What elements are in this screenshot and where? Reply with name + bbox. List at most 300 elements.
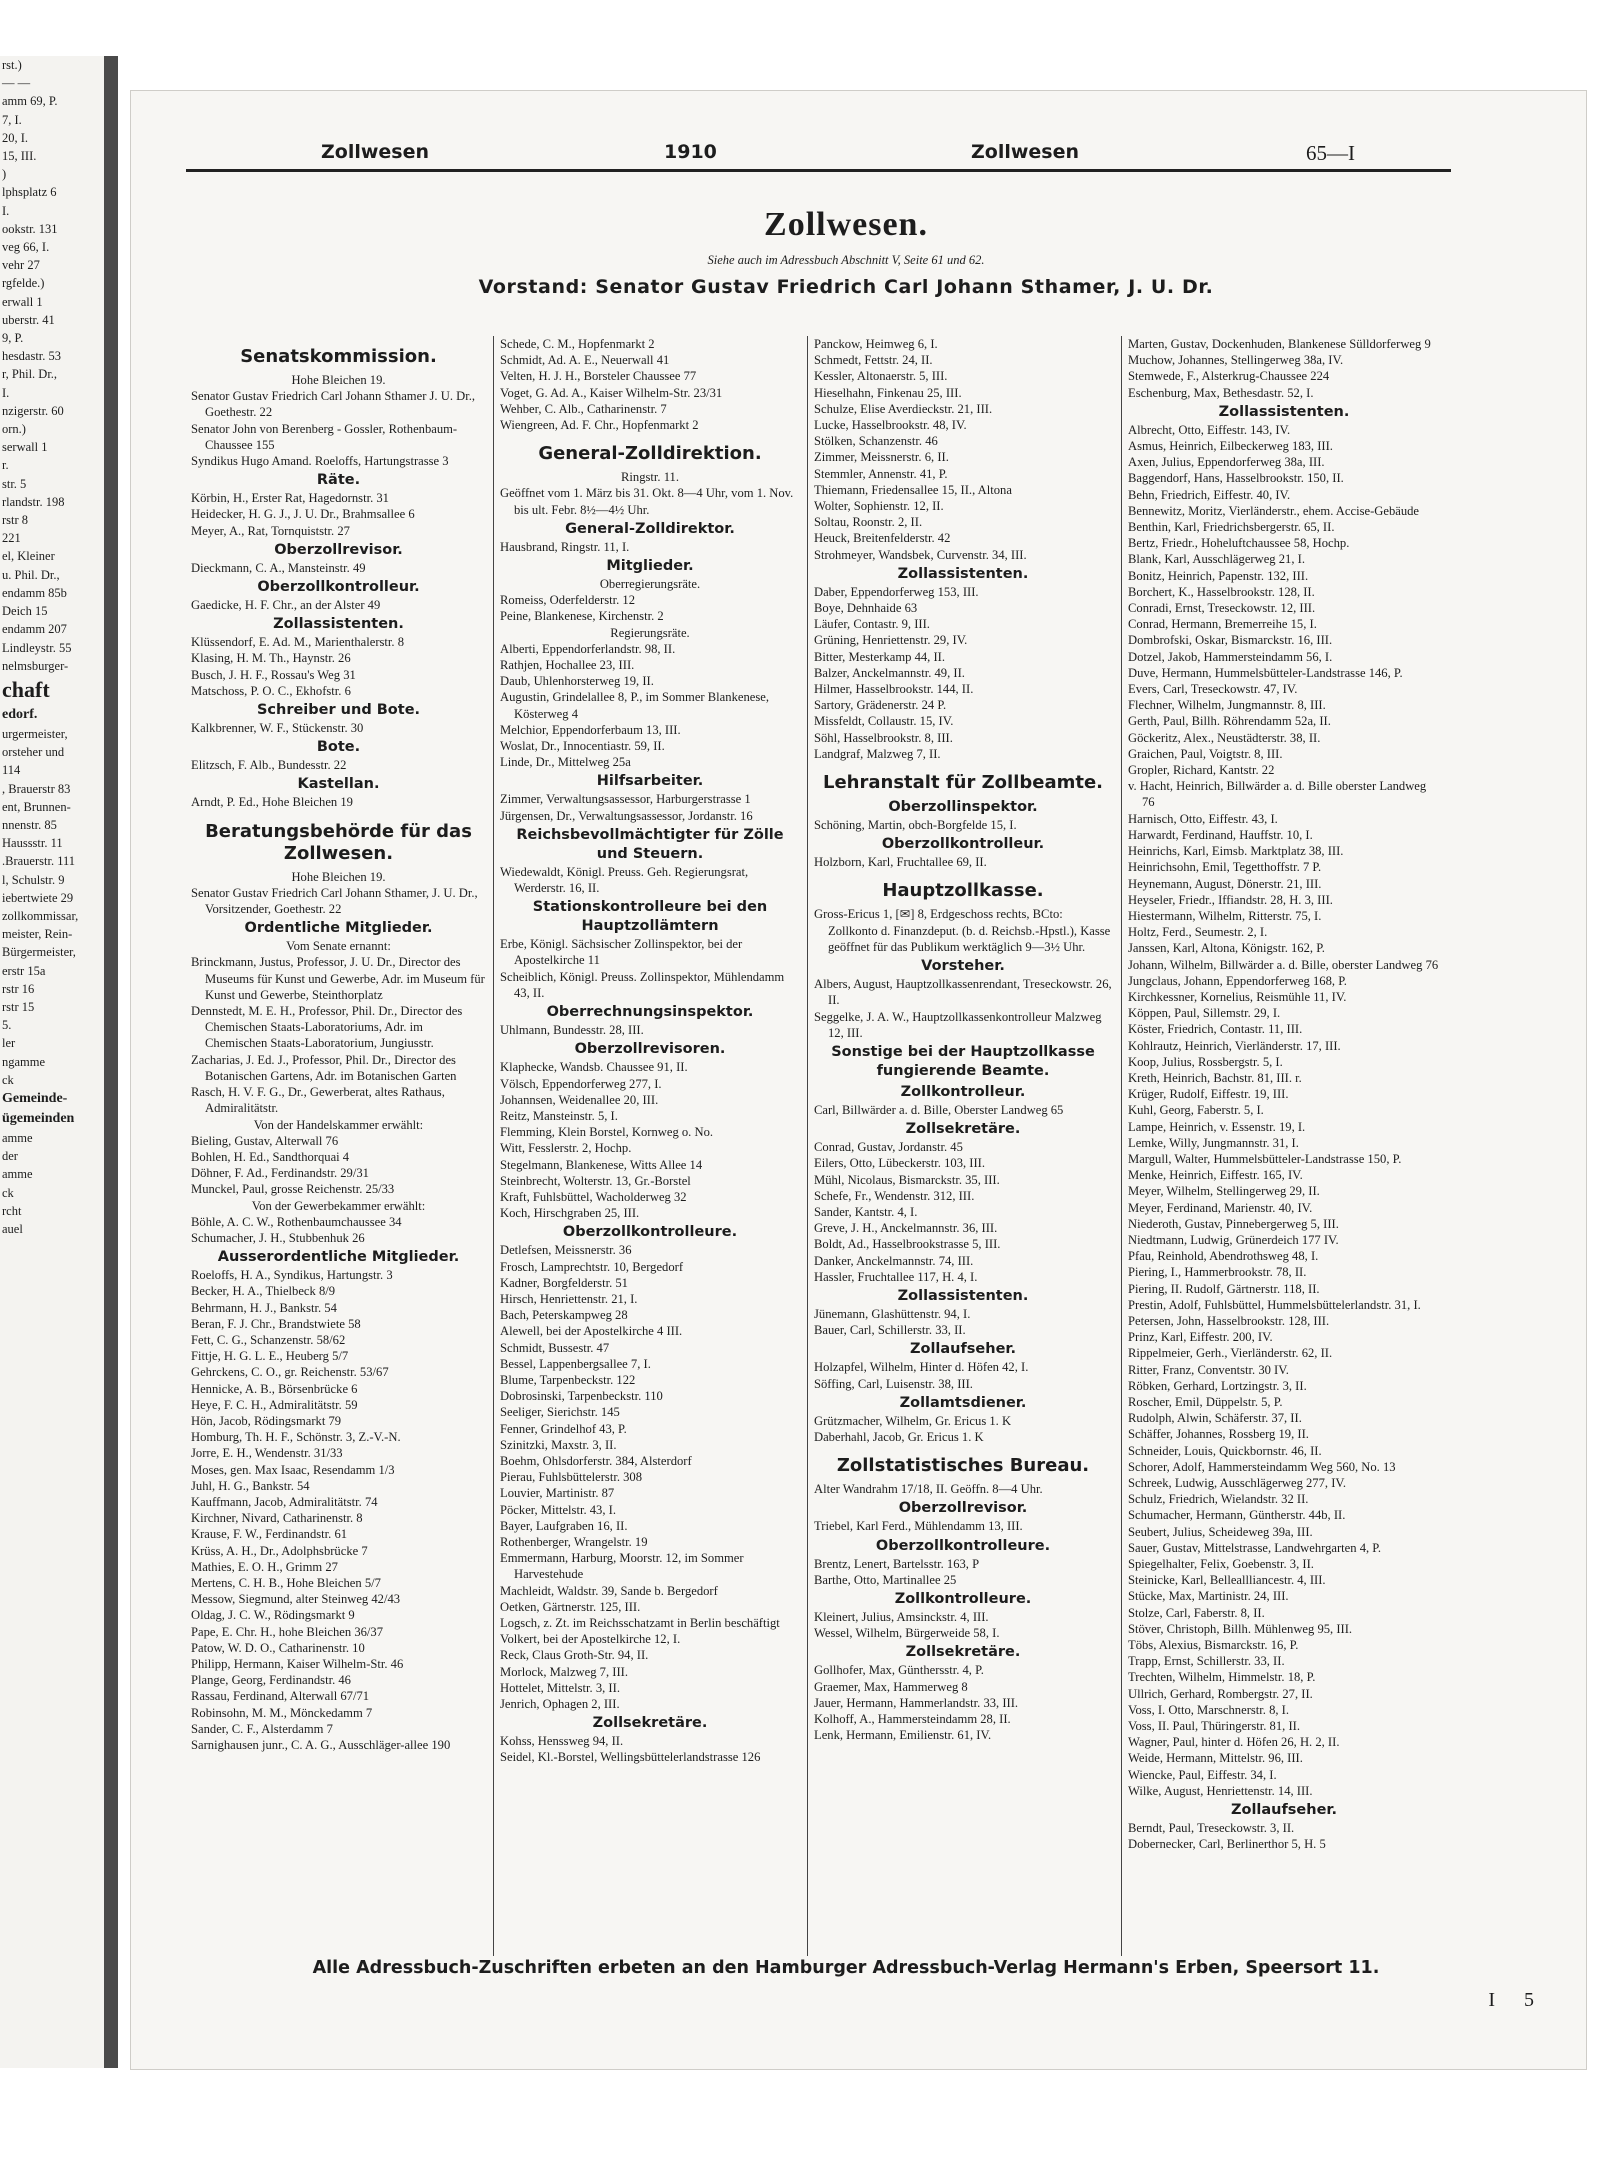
directory-entry: Senator Gustav Friedrich Carl Johann Sthamer J. U. Dr., Goethestr. 22 [191, 389, 476, 420]
directory-entry: Asmus, Heinrich, Eilbeckerweg 183, III. [1128, 439, 1333, 454]
directory-entry: Jungclaus, Johann, Eppendorferweg 168, P. [1128, 973, 1347, 988]
margin-fragment: ck [2, 1072, 14, 1087]
subsection-heading: Ausserordentliche Mitglieder. [217, 1249, 460, 1266]
directory-entry: Sander, Kantstr. 4, I. [814, 1204, 918, 1219]
directory-entry: Behn, Friedrich, Eiffestr. 40, IV. [1128, 487, 1291, 502]
directory-entry: Stölken, Schanzenstr. 46 [814, 434, 938, 449]
running-header-year: 1910 [664, 141, 717, 163]
directory-entry: Bonitz, Heinrich, Papenstr. 132, III. [1128, 568, 1309, 583]
directory-entry: Dombrofski, Oskar, Bismarckstr. 16, III. [1128, 633, 1333, 648]
margin-fragment: 114 [2, 763, 21, 778]
directory-entry: Krause, F. W., Ferdinandstr. 61 [191, 1527, 348, 1542]
directory-entry: Körbin, H., Erster Rat, Hagedornstr. 31 [191, 491, 389, 506]
directory-entry: Jenrich, Ophagen 2, III. [500, 1697, 620, 1712]
margin-fragment: 221 [2, 531, 21, 546]
directory-entry: Göckeritz, Alex., Neustädterstr. 38, II. [1128, 730, 1321, 745]
directory-entry: Kuhl, Georg, Faberstr. 5, I. [1128, 1103, 1264, 1118]
directory-entry: Grützmacher, Wilhelm, Gr. Ericus 1. K [814, 1413, 1012, 1428]
directory-entry: Uhlmann, Bundesstr. 28, III. [500, 1023, 644, 1038]
directory-entry: Strohmeyer, Wandsbek, Curvenstr. 34, III. [814, 547, 1027, 562]
directory-entry: Stolze, Carl, Faberstr. 8, II. [1128, 1605, 1265, 1620]
directory-entry: Blank, Karl, Ausschlägerweg 21, I. [1128, 552, 1305, 567]
subsection-heading: Oberzollkontrolleure. [875, 1537, 1051, 1554]
directory-entry: Graemer, Max, Hammerweg 8 [814, 1679, 968, 1694]
subsection-heading: Zollsekretäre. [592, 1715, 708, 1732]
section-note: Oberregierungsräte. [599, 577, 701, 592]
section-note: Ringstr. 11. [621, 470, 679, 485]
directory-entry: Conradi, Ernst, Treseckowstr. 12, III. [1128, 601, 1316, 616]
directory-entry: Geöffnet vom 1. März bis 31. Okt. 8—4 Uhr, vom 1. Nov. bis ult. Febr. 8½—4½ Uhr. [500, 486, 794, 517]
section-title: Zollwesen. [764, 206, 928, 243]
directory-entry: Fenner, Grindelhof 43, P. [500, 1421, 627, 1436]
directory-entry: v. Hacht, Heinrich, Billwärder a. d. Bille oberster Landweg 76 [1128, 779, 1427, 810]
margin-fragment: iebertwiete 29 [2, 890, 74, 905]
margin-fragment: nzigerstr. 60 [2, 403, 64, 418]
directory-entry: Marten, Gustav, Dockenhuden, Blankenese Sülldorferweg 9 [1128, 337, 1431, 351]
directory-entry: Gollhofer, Max, Günthersstr. 4, P. [814, 1663, 984, 1678]
directory-entry: Eschenburg, Max, Bethesdastr. 52, I. [1128, 385, 1314, 400]
directory-entry: Bitter, Mesterkamp 44, II. [814, 649, 945, 664]
margin-fragment: erwall 1 [2, 294, 43, 309]
page-number: 65—I [1306, 141, 1355, 165]
directory-entry: Senator Gustav Friedrich Carl Johann Sthamer, J. U. Dr., Vorsitzender, Goethestr. 22 [191, 885, 478, 917]
margin-fragment: r, Phil. Dr., [2, 367, 58, 382]
directory-entry: Roscher, Emil, Düppelstr. 5, P. [1128, 1395, 1283, 1409]
directory-entry: Holtz, Ferd., Seumestr. 2, I. [1128, 925, 1268, 940]
directory-entry: Elitzsch, F. Alb., Bundesstr. 22 [191, 758, 347, 773]
directory-entry: Volkert, bei der Apostelkirche 12, I. [500, 1632, 681, 1647]
directory-entry: Piering, I., Hammerbrookstr. 78, II. [1128, 1265, 1307, 1280]
directory-entry: Fittje, H. G. L. E., Heuberg 5/7 [191, 1349, 349, 1364]
directory-entry: Kirchner, Nivard, Catharinenstr. 8 [191, 1511, 363, 1526]
directory-entry: Dieckmann, C. A., Mansteinstr. 49 [191, 560, 366, 575]
directory-entry: Heidecker, H. G. J., J. U. Dr., Brahmsallee 6 [191, 507, 415, 522]
subsection-heading: Zollassistenten. [273, 616, 404, 633]
directory-entry: Dennstedt, M. E. H., Professor, Phil. Dr., Director des Chemischen Staats-Laboratoriums, Adr. im Chemischen Staats-Laboratorium, Jungiusstr. [191, 1004, 463, 1051]
directory-entry: Bieling, Gustav, Alterwall 76 [191, 1133, 339, 1148]
directory-entry: Dobernecker, Carl, Berlinerthor 5, H. 5 [1128, 1837, 1326, 1852]
directory-entry: Rudolph, Alwin, Schäferstr. 37, II. [1128, 1411, 1302, 1426]
subsection-heading: Zollassistenten. [1218, 403, 1350, 420]
directory-entry: Hassler, Fruchtallee 117, H. 4, I. [814, 1269, 978, 1284]
margin-fragment: erstr 15a [2, 963, 46, 978]
margin-fragment: 5. [2, 1018, 12, 1033]
directory-entry: Szinitzki, Maxstr. 3, II. [500, 1437, 617, 1452]
subsection-heading: Zollamtsdiener. [899, 1394, 1027, 1411]
margin-fragment: ügemeinden [2, 1110, 75, 1126]
directory-entry: Balzer, Anckelmannstr. 49, II. [814, 665, 965, 680]
directory-entry: Schumacher, Hermann, Güntherstr. 44b, II. [1128, 1508, 1346, 1523]
see-also-note: Siehe auch im Adressbuch Abschnitt V, Seite 61 und 62. [707, 253, 985, 267]
directory-entry: Heuck, Breitenfelderstr. 42 [814, 531, 951, 546]
directory-entry: Sander, C. F., Alsterdamm 7 [191, 1721, 333, 1736]
directory-entry: Krüger, Rudolf, Eiffestr. 19, III. [1128, 1087, 1289, 1102]
margin-fragment: amme [2, 1167, 33, 1182]
margin-fragment: rlandstr. 198 [2, 494, 65, 509]
directory-entry: Baggendorf, Hans, Hasselbrookstr. 150, II. [1128, 471, 1344, 486]
directory-entry: Heynemann, August, Dönerstr. 21, III. [1128, 876, 1322, 891]
directory-entry: Köster, Friedrich, Contastr. 11, III. [1128, 1022, 1303, 1037]
margin-fragment: uberstr. 41 [2, 312, 55, 327]
margin-fragment: l, Schulstr. 9 [2, 872, 65, 887]
margin-fragment: 9, P. [2, 331, 24, 346]
directory-entry: Trapp, Ernst, Schillerstr. 33, II. [1128, 1654, 1285, 1669]
directory-entry: Greve, J. H., Anckelmannstr. 36, III. [814, 1221, 998, 1236]
margin-fragment: rstr 8 [2, 513, 29, 528]
directory-entry: Logsch, z. Zt. im Reichsschatzamt in Berlin beschäftigt [500, 1616, 780, 1630]
section-heading: Hauptzollkasse. [882, 880, 1044, 902]
directory-entry: Schorer, Adolf, Hammersteindamm Weg 560, No. 13 [1128, 1459, 1396, 1474]
margin-fragment: orn.) [2, 422, 26, 437]
directory-entry: Trechten, Wilhelm, Himmelstr. 18, P. [1128, 1670, 1316, 1685]
directory-entry: Hön, Jacob, Rödingsmarkt 79 [191, 1413, 342, 1428]
directory-entry: Machleidt, Waldstr. 39, Sande b. Bergedorf [500, 1583, 718, 1598]
directory-entry: Margull, Walter, Hummelsbütteler-Landstrasse 150, P. [1128, 1151, 1402, 1166]
subsection-heading: Mitglieder. [606, 558, 694, 575]
directory-entry: Johann, Wilhelm, Billwärder a. d. Bille, oberster Landweg 76 [1128, 957, 1439, 972]
directory-entry: Spiegelhalter, Felix, Goebenstr. 3, II. [1128, 1557, 1314, 1572]
directory-entry: Rippelmeier, Gerh., Vierländerstr. 62, II. [1128, 1346, 1333, 1361]
directory-entry: Kleinert, Julius, Amsinckstr. 4, III. [814, 1609, 989, 1624]
directory-entry: Bennewitz, Moritz, Vierländerstr., ehem. Accise-Gebäude [1128, 503, 1420, 518]
column-4 [1128, 336, 1440, 1956]
directory-entry: Soltau, Roonstr. 2, II. [814, 515, 923, 530]
margin-fragment: rgfelde.) [2, 276, 45, 291]
directory-entry: Döhner, F. Ad., Ferdinandstr. 29/31 [191, 1166, 369, 1181]
margin-fragment: el, Kleiner [2, 549, 55, 564]
directory-entry: Köppen, Paul, Sillemstr. 29, I. [1128, 1006, 1281, 1021]
subsection-heading: Vorsteher. [921, 958, 1005, 975]
margin-fragment: 7, I. [2, 112, 22, 127]
directory-entry: Schumacher, J. H., Stubbenhuk 26 [191, 1230, 365, 1245]
directory-entry: Schmidt, Bussestr. 47 [500, 1340, 610, 1355]
section-note: Hohe Bleichen 19. [291, 869, 386, 884]
directory-entry: Stemwede, F., Alsterkrug-Chaussee 224 [1128, 369, 1330, 384]
directory-entry: Steinicke, Karl, Belleallliancestr. 4, III. [1128, 1573, 1326, 1588]
directory-entry: Dobrosinski, Tarpenbeckstr. 110 [500, 1389, 663, 1404]
directory-entry: Ullrich, Gerhard, Rombergstr. 27, II. [1128, 1686, 1313, 1701]
margin-fragment: , Brauerstr 83 [2, 781, 71, 796]
directory-entry: Duve, Hermann, Hummelsbütteler-Landstrasse 146, P. [1128, 665, 1403, 680]
margin-fragment: endamm 85b [2, 585, 67, 600]
directory-entry: Seggelke, J. A. W., Hauptzollkassenkontrolleur Malzweg 12, III. [814, 1009, 1102, 1040]
directory-entry: Wessel, Wilhelm, Bürgerweide 58, I. [814, 1626, 1000, 1641]
directory-entry: Reck, Claus Groth-Str. 94, II. [500, 1648, 649, 1663]
directory-entry: Ritter, Franz, Conventstr. 30 IV. [1128, 1362, 1289, 1377]
subsection-heading: Oberzollkontrolleur. [257, 579, 420, 596]
subsection-heading: Zollsekretäre. [905, 1644, 1021, 1661]
directory-entry: Koop, Julius, Rossbergstr. 5, I. [1128, 1054, 1283, 1069]
running-header-left: Zollwesen [321, 141, 430, 163]
subsection-heading: Hilfsarbeiter. [596, 773, 704, 790]
section-note: Hohe Bleichen 19. [291, 373, 386, 387]
directory-entry: Philipp, Hermann, Kaiser Wilhelm-Str. 46 [191, 1657, 404, 1671]
directory-entry: Beran, F. J. Chr., Brandstwiete 58 [191, 1316, 361, 1331]
directory-entry: Stücke, Max, Martinistr. 24, III. [1128, 1589, 1289, 1604]
directory-entry: Busch, J. H. F., Rossau's Weg 31 [191, 667, 356, 682]
directory-entry: Benthin, Karl, Friedrichsbergerstr. 65, II. [1128, 520, 1335, 535]
directory-entry: Reitz, Mansteinstr. 5, I. [500, 1108, 618, 1123]
section-heading: Senatskommission. [240, 346, 437, 367]
directory-entry: Barthe, Otto, Martinallee 25 [814, 1572, 957, 1587]
directory-entry: Schede, C. M., Hopfenmarkt 2 [500, 337, 655, 351]
section-heading: Lehranstalt für Zollbeamte. [822, 772, 1104, 794]
directory-entry: Daub, Uhlenhorsterweg 19, II. [500, 674, 654, 689]
margin-fragment: 20, I. [2, 130, 29, 145]
directory-entry: Schulz, Friedrich, Wielandstr. 32 II. [1128, 1492, 1309, 1507]
directory-entry: Thiemann, Friedensallee 15, II., Altona [814, 482, 1012, 497]
directory-entry: Mertens, C. H. B., Hohe Bleichen 5/7 [191, 1575, 381, 1590]
subsection-heading: Zollkontrolleure. [894, 1590, 1032, 1607]
subsection-heading: Oberrechnungsinspektor. [546, 1004, 754, 1021]
column-1 [191, 336, 486, 1956]
margin-fragment: nnenstr. 85 [2, 817, 57, 832]
directory-entry: Wagner, Paul, hinter d. Höfen 26, H. 2, II. [1128, 1735, 1340, 1750]
directory-entry: Emmermann, Harburg, Moorstr. 12, im Sommer Harvestehude [500, 1551, 744, 1582]
directory-entry: Witt, Fesslerstr. 2, Hochp. [500, 1141, 632, 1156]
directory-entry: Steinbrecht, Wolterstr. 13, Gr.-Borstel [500, 1173, 691, 1188]
section-heading: General-Zolldirektion. [538, 443, 762, 465]
directory-entry: Rassau, Ferdinand, Alterwall 67/71 [191, 1689, 370, 1704]
directory-entry: Woslat, Dr., Innocentiastr. 59, II. [500, 739, 665, 754]
directory-entry: Sauer, Gustav, Mittelstrasse, Landwehrgarten 4, P. [1128, 1540, 1382, 1555]
directory-entry: Rothenberger, Wrangelstr. 19 [500, 1534, 648, 1549]
directory-entry: Bertz, Friedr., Hoheluftchaussee 58, Hochp. [1128, 536, 1350, 551]
directory-entry: Frosch, Lamprechtstr. 10, Bergedorf [500, 1259, 684, 1274]
margin-fragment: zollkommissar, [2, 908, 79, 923]
binding-gutter [104, 56, 118, 2068]
subsection-heading: Oberzollinspektor. [888, 799, 1038, 816]
directory-entry: Brentz, Lenert, Bartelsstr. 163, P [814, 1556, 980, 1571]
margin-fragment: ookstr. 131 [2, 221, 58, 236]
directory-entry: Hieselhahn, Finkenau 25, III. [814, 385, 962, 400]
directory-entry: Arndt, P. Ed., Hohe Bleichen 19 [191, 795, 353, 810]
directory-entry: Senator John von Berenberg - Gossler, Rothenbaum-Chaussee 155 [191, 421, 458, 452]
directory-entry: Gross-Ericus 1, [✉] 8, Erdgeschoss rechts, BCto: Zollkonto d. Finanzdeput. (b. d. Reichsb.-Hpstl.), Kasse geöffnet für das Publikum werktäglich 9—3½ Uhr. [814, 907, 1111, 954]
publisher-footer: Alle Adressbuch-Zuschriften erbeten an den Hamburger Adressbuch-Verlag Hermann's Erben, Speersort 11. [312, 1958, 1380, 1978]
directory-entry: Gerth, Paul, Billh. Röhrendamm 52a, II. [1128, 714, 1331, 729]
directory-entry: Alewell, bei der Apostelkirche 4 III. [500, 1324, 683, 1339]
margin-fragment: rstr 16 [2, 981, 35, 996]
directory-entry: Matschoss, P. O. C., Ekhofstr. 6 [191, 683, 351, 698]
directory-entry: Boldt, Ad., Hasselbrookstrasse 5, III. [814, 1237, 1001, 1252]
directory-entry: Stemmler, Annenstr. 41, P. [814, 466, 948, 481]
directory-entry: Mühl, Nicolaus, Bismarckstr. 35, III. [814, 1172, 1000, 1187]
directory-entry: Wehber, C. Alb., Catharinenstr. 7 [500, 401, 667, 416]
directory-page [130, 90, 1587, 2070]
directory-entry: Kessler, Altonaerstr. 5, III. [814, 369, 948, 384]
column-rule [493, 336, 494, 1956]
directory-entry: Heinrichsohn, Emil, Tegetthoffstr. 7 P. [1128, 860, 1322, 875]
margin-fragment: serwall 1 [2, 440, 48, 455]
directory-entry: Behrmann, H. J., Bankstr. 54 [191, 1300, 337, 1315]
directory-entry: Stegelmann, Blankenese, Witts Allee 14 [500, 1157, 703, 1172]
directory-entry: Krüss, A. H., Dr., Adolphsbrücke 7 [191, 1543, 368, 1558]
directory-entry: Hilmer, Hasselbrookstr. 144, II. [814, 682, 974, 697]
directory-entry: Wolter, Sophienstr. 12, II. [814, 499, 944, 514]
directory-entry: Louvier, Martinistr. 87 [500, 1486, 615, 1501]
directory-entry: Carl, Billwärder a. d. Bille, Oberster Landweg 65 [814, 1102, 1064, 1117]
margin-fragment: I. [2, 203, 10, 218]
directory-entry: Flechner, Wilhelm, Jungmannstr. 8, III. [1128, 698, 1326, 713]
margin-fragment: Lindleystr. 55 [2, 640, 72, 655]
directory-entry: Bohlen, H. Ed., Sandthorquai 4 [191, 1149, 350, 1164]
directory-entry: Alberti, Eppendorferlandstr. 98, II. [500, 641, 676, 656]
directory-entry: Rathjen, Hochallee 23, III. [500, 658, 635, 673]
directory-entry: Jünemann, Glashüttenstr. 94, I. [814, 1306, 971, 1321]
directory-entry: Janssen, Karl, Altona, Königstr. 162, P. [1128, 941, 1325, 956]
directory-entry: Klasing, H. M. Th., Haynstr. 26 [191, 651, 351, 666]
directory-entry: Seubert, Julius, Scheideweg 39a, III. [1128, 1524, 1313, 1539]
margin-fragment: ent, Brunnen- [2, 799, 71, 814]
directory-entry: Sartory, Grädenerstr. 24 P. [814, 698, 947, 713]
margin-fragment: amm 69, P. [2, 94, 58, 109]
directory-entry: Schulze, Elise Averdieckstr. 21, III. [814, 401, 993, 416]
directory-entry: Romeiss, Oderfelderstr. 12 [500, 593, 636, 608]
directory-entry: Zacharias, J. Ed. J., Professor, Phil. Dr., Director des Botanischen Gartens, Adr. im Botanischen Garten [191, 1052, 457, 1083]
directory-entry: Berndt, Paul, Treseckowstr. 3, II. [1128, 1821, 1295, 1836]
directory-entry: Missfeldt, Collaustr. 15, IV. [814, 714, 954, 729]
directory-entry: Zimmer, Verwaltungsassessor, Harburgerstrasse 1 [500, 792, 751, 807]
margin-fragment: orsteher und [2, 745, 65, 760]
directory-entry: Pierau, Fuhlsbüttelerstr. 308 [500, 1470, 643, 1485]
directory-entry: Conrad, Hermann, Bremerreihe 15, I. [1128, 617, 1317, 632]
margin-fragment: 15, III. [2, 149, 37, 164]
margin-fragment: amme [2, 1130, 33, 1145]
column-rule [1121, 336, 1122, 1956]
directory-entry: Schmidt, Ad. A. E., Neuerwall 41 [500, 353, 670, 368]
margin-fragment: Bürgermeister, [2, 945, 76, 960]
margin-fragment: lphsplatz 6 [2, 185, 57, 200]
directory-entry: Seidel, Kl.-Borstel, Wellingsbüttelerlandstrasse 126 [500, 1750, 761, 1765]
subsection-heading: Reichsbevollmächtigter für Zölle und Steuern. [516, 826, 784, 862]
directory-entry: Schöning, Martin, obch-Borgfelde 15, I. [814, 818, 1017, 833]
directory-entry: Voss, I. Otto, Marschnerstr. 8, I. [1128, 1702, 1290, 1717]
directory-entry: Robinsohn, M. M., Mönckedamm 7 [191, 1705, 373, 1720]
directory-entry: Hirsch, Henriettenstr. 21, I. [500, 1291, 638, 1306]
directory-entry: Daber, Eppendorferweg 153, III. [814, 584, 979, 599]
directory-entry: Läufer, Contastr. 9, III. [814, 617, 930, 632]
directory-entry: Albrecht, Otto, Eiffestr. 143, IV. [1128, 422, 1291, 437]
directory-entry: Detlefsen, Meissnerstr. 36 [500, 1243, 632, 1258]
directory-entry: Graichen, Paul, Voigtstr. 8, III. [1128, 746, 1283, 761]
subsection-heading: Kastellan. [297, 776, 380, 793]
margin-fragment: urgermeister, [2, 726, 68, 741]
margin-fragment: ngamme [2, 1054, 46, 1069]
subsection-heading: Ordentliche Mitglieder. [244, 920, 433, 937]
directory-entry: Heye, F. C. H., Admiralitätstr. 59 [191, 1397, 358, 1412]
directory-entry: Munckel, Paul, grosse Reichenstr. 25/33 [191, 1182, 395, 1197]
directory-entry: Landgraf, Malzweg 7, II. [814, 746, 941, 761]
directory-entry: Daberhahl, Jacob, Gr. Ericus 1. K [814, 1429, 984, 1444]
margin-fragment: Haussstr. 11 [2, 836, 63, 851]
margin-fragment: r. [2, 458, 9, 473]
directory-entry: Wiencke, Paul, Eiffestr. 34, I. [1128, 1767, 1277, 1782]
directory-entry: Prinz, Karl, Eiffestr. 200, IV. [1128, 1330, 1273, 1345]
directory-entry: Evers, Carl, Treseckowstr. 47, IV. [1128, 682, 1298, 697]
directory-entry: Flemming, Klein Borstel, Kornweg o. No. [500, 1125, 714, 1140]
subsection-heading: Zollaufseher. [909, 1341, 1017, 1358]
directory-entry: Prestin, Adolf, Fuhlsbüttel, Hummelsbüttelerlandstr. 31, I. [1128, 1297, 1421, 1312]
margin-fragment: edorf. [2, 706, 38, 722]
subsection-heading: Oberzollrevisor. [898, 1500, 1028, 1517]
directory-entry: Gropler, Richard, Kantstr. 22 [1128, 763, 1275, 778]
directory-entry: Hausbrand, Ringstr. 11, I. [500, 539, 630, 554]
adjacent-page-margin [0, 56, 118, 2068]
directory-entry: Patow, W. D. O., Catharinenstr. 10 [191, 1640, 365, 1655]
directory-entry: Voss, II. Paul, Thüringerstr. 81, II. [1128, 1719, 1300, 1734]
directory-entry: Zimmer, Meissnerstr. 6, II. [814, 450, 949, 465]
margin-fragment: hesdastr. 53 [2, 349, 62, 364]
directory-entry: Seeliger, Sierichstr. 145 [500, 1405, 620, 1420]
directory-entry: Eilers, Otto, Lübeckerstr. 103, III. [814, 1156, 986, 1171]
directory-entry: Brinckmann, Justus, Professor, J. U. Dr., Director des Museums für Kunst und Gewerbe, Adr. im Museum für Kunst und Gewerbe, Steinthorplatz [191, 955, 485, 1002]
subsection-heading: Zollsekretäre. [905, 1121, 1021, 1138]
directory-entry: Holzapfel, Wilhelm, Hinter d. Höfen 42, I. [814, 1360, 1029, 1375]
directory-entry: Hottelet, Mittelstr. 3, II. [500, 1680, 620, 1695]
subsection-heading: General-Zolldirektor. [565, 520, 735, 537]
directory-entry: Kreth, Heinrich, Bachstr. 81, III. r. [1128, 1070, 1302, 1085]
directory-entry: Wiedewaldt, Königl. Preuss. Geh. Regierungsrat, Werderstr. 16, II. [500, 864, 749, 896]
subsection-heading: Zollaufseher. [1230, 1802, 1338, 1819]
subsection-heading: Oberzollrevisor. [274, 541, 403, 558]
directory-entry: Sarnighausen junr., C. A. G., Ausschläger-allee 190 [191, 1738, 451, 1753]
margin-fragment: str. 5 [2, 476, 27, 491]
directory-entry: Weide, Hermann, Mittelstr. 96, III. [1128, 1751, 1303, 1766]
directory-entry: Lucke, Hasselbrookstr. 48, IV. [814, 418, 967, 433]
margin-fragment: ) [2, 167, 7, 182]
directory-entry: Conrad, Gustav, Jordanstr. 45 [814, 1140, 963, 1155]
directory-entry: Wilke, August, Henriettenstr. 14, III. [1128, 1783, 1313, 1798]
directory-entry: Rasch, H. V. F. G., Dr., Gewerberat, altes Rathaus, Admiralitätstr. [191, 1085, 445, 1116]
directory-entry: Pfau, Reinhold, Abendrothsweg 48, I. [1128, 1249, 1319, 1264]
directory-entry: Moses, gen. Max Isaac, Resendamm 1/3 [191, 1462, 395, 1477]
subsection-heading: Schreiber und Bote. [256, 702, 421, 719]
directory-entry: Schefe, Fr., Wendenstr. 312, III. [814, 1188, 975, 1203]
subsection-heading: Sonstige bei der Hauptzollkasse fungierende Beamte. [831, 1043, 1095, 1079]
directory-entry: Kirchkessner, Kornelius, Reismühle 11, IV. [1128, 989, 1347, 1004]
margin-fragment: meister, Rein- [2, 927, 73, 942]
directory-entry: Hiestermann, Wilhelm, Ritterstr. 75, I. [1128, 908, 1322, 923]
subsection-heading: Zollassistenten. [897, 1287, 1029, 1304]
directory-entry: Töbs, Alexius, Bismarckstr. 16, P. [1128, 1638, 1299, 1653]
section-note: Vom Senate ernannt: [286, 939, 391, 954]
directory-entry: Jorre, E. H., Wendenstr. 31/33 [191, 1446, 343, 1461]
directory-entry: Kraft, Fuhlsbüttel, Wacholderweg 32 [500, 1189, 687, 1204]
sheet-signature: I 5 [1488, 1989, 1546, 2011]
directory-entry: Grüning, Henriettenstr. 29, IV. [814, 633, 968, 648]
directory-entry: Fett, C. G., Schanzenstr. 58/62 [191, 1332, 346, 1347]
directory-entry: Kauffmann, Jacob, Admiralitätstr. 74 [191, 1494, 378, 1509]
directory-entry: Syndikus Hugo Amand. Roeloffs, Hartungstrasse 3 [191, 454, 449, 469]
margin-fragment: chaft [2, 676, 50, 702]
directory-entry: Voget, G. Ad. A., Kaiser Wilhelm-Str. 23/31 [500, 385, 723, 400]
subsection-heading: Stationskontrolleure bei den Hauptzollämtern [532, 899, 768, 935]
margin-fragment: — — [2, 76, 31, 91]
directory-entry: Stöver, Christoph, Billh. Mühlenweg 95, III. [1128, 1621, 1353, 1636]
directory-entry: Schäffer, Johannes, Rossberg 19, II. [1128, 1427, 1309, 1442]
directory-entry: Niederoth, Gustav, Pinnebergerweg 5, III. [1128, 1216, 1339, 1231]
directory-entry: Melchior, Eppendorferbaum 13, III. [500, 722, 681, 737]
directory-entry: Albers, August, Hauptzollkassenrendant, Treseckowstr. 26, II. [814, 977, 1112, 1008]
directory-entry: Schmedt, Fettstr. 24, II. [814, 353, 933, 368]
section-note: Regierungsräte. [610, 625, 690, 640]
adjacent-page-fragments [0, 56, 118, 1238]
directory-entry: Muchow, Johannes, Stellingerweg 38a, IV. [1128, 353, 1344, 368]
column-rule [807, 336, 808, 1956]
directory-entry: Lenk, Hermann, Emilienstr. 61, IV. [814, 1728, 992, 1743]
directory-entry: Triebel, Karl Ferd., Mühlendamm 13, III. [814, 1519, 1023, 1534]
